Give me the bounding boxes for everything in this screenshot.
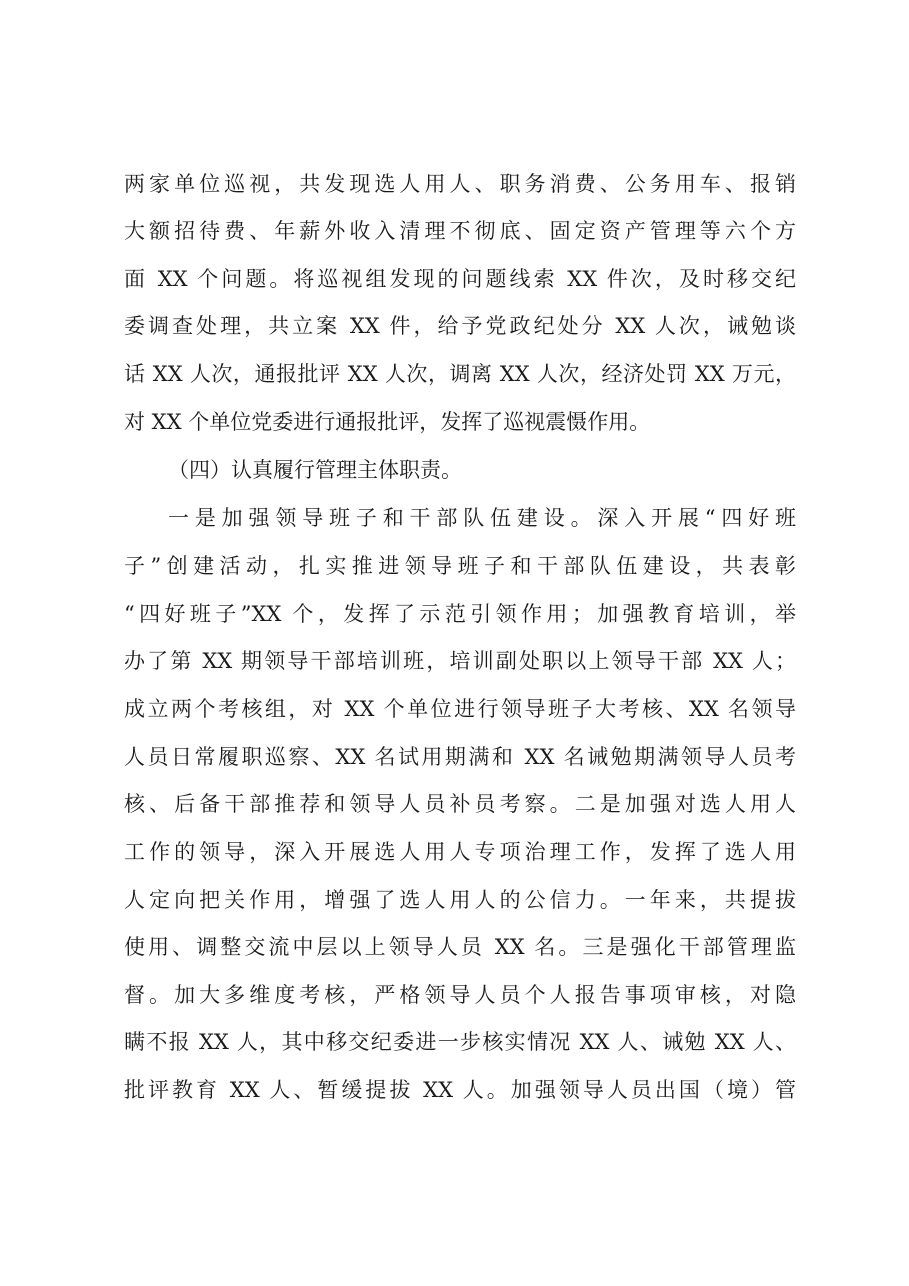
paragraph-line-19: 瞒不报 XX 人，其中移交纪委进一步核实情况 XX 人、诫勉 XX 人、 <box>124 1030 796 1054</box>
paragraph-line-5: 话 XX 人次，通报批评 XX 人次，调离 XX 人次，经济处罚 XX 万元， <box>124 362 796 386</box>
paragraph-line-20: 批评教育 XX 人、暂缓提拔 XX 人。加强领导人员出国（境）管 <box>124 1078 796 1102</box>
paragraph-line-14: 核、后备干部推荐和领导人员补员考察。二是加强对选人用人 <box>124 792 796 816</box>
paragraph-line-6: 对 XX 个单位党委进行通报批评，发挥了巡视震慑作用。 <box>124 410 651 434</box>
paragraph-line-2: 大额招待费、年薪外收入清理不彻底、固定资产管理等六个方 <box>124 219 796 243</box>
paragraph-line-17: 使用、调整交流中层以上领导人员 XX 名。三是强化干部管理监 <box>124 935 796 959</box>
paragraph-line-1: 两家单位巡视，共发现选人用人、职务消费、公务用车、报销 <box>124 172 796 196</box>
paragraph-line-10: “四好班子”XX 个，发挥了示范引领作用；加强教育培训，举 <box>124 602 796 626</box>
paragraph-line-9: 子”创建活动，扎实推进领导班子和干部队伍建设，共表彰 <box>124 554 796 578</box>
paragraph-line-16: 人定向把关作用，增强了选人用人的公信力。一年来，共提拔 <box>124 888 796 912</box>
section-heading: （四）认真履行管理主体职责。 <box>168 458 462 482</box>
paragraph-line-3: 面 XX 个问题。将巡视组发现的问题线索 XX 件次，及时移交纪 <box>124 267 796 291</box>
paragraph-line-12: 成立两个考核组，对 XX 个单位进行领导班子大考核、XX 名领导 <box>124 697 796 721</box>
paragraph-line-8: 一是加强领导班子和干部队伍建设。深入开展“四好班 <box>168 506 796 530</box>
paragraph-line-13: 人员日常履职巡察、XX 名试用期满和 XX 名诫勉期满领导人员考 <box>124 745 796 769</box>
paragraph-line-11: 办了第 XX 期领导干部培训班，培训副处职以上领导干部 XX 人； <box>124 649 796 673</box>
paragraph-line-4: 委调查处理，共立案 XX 件，给予党政纪处分 XX 人次，诫勉谈 <box>124 314 796 338</box>
paragraph-line-15: 工作的领导，深入开展选人用人专项治理工作，发挥了选人用 <box>124 840 796 864</box>
paragraph-line-18: 督。加大多维度考核，严格领导人员个人报告事项审核，对隐 <box>124 983 796 1007</box>
